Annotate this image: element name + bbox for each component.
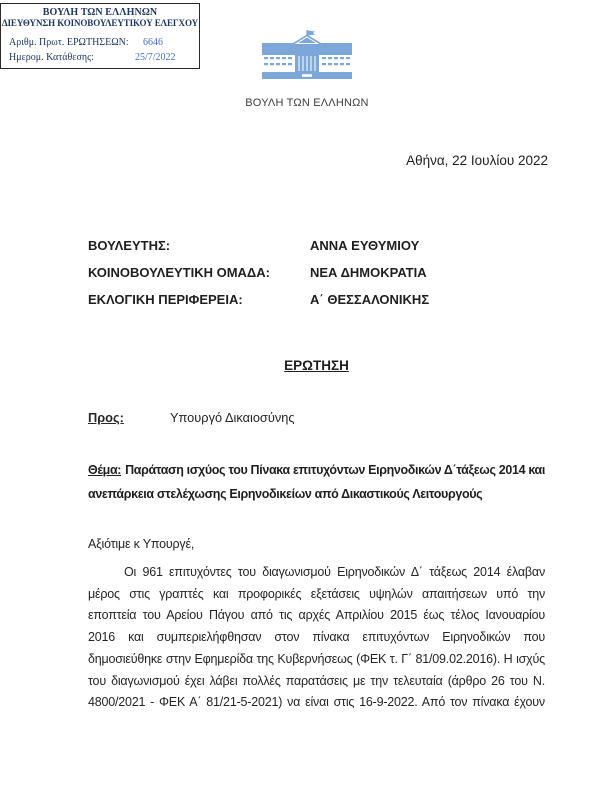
body-paragraph	[88, 562, 545, 714]
protocol-number-value: 6646	[143, 37, 163, 48]
deputy-label: ΒΟΥΛΕΥΤΗΣ:	[88, 238, 171, 253]
protocol-number-row	[1, 37, 199, 48]
filing-date-value: 25/7/2022	[135, 52, 176, 63]
protocol-box-subtitle: ΔΙΕΥΘΥΝΣΗ ΚΟΙΝΟΒΟΥΛΕΥΤΙΚΟΥ ΕΛΕΓΧΟΥ	[1, 18, 199, 28]
question-heading: ΕΡΩΤΗΣΗ	[284, 358, 349, 373]
body-line: μέρος στις γραπτές και προφορικές εξετάσεις υψηλών απαιτήσεων υπό την	[88, 586, 545, 601]
masthead-caption: ΒΟΥΛΗ ΤΩΝ ΕΛΛΗΝΩΝ	[245, 97, 369, 109]
filing-date-label: Ημερομ. Κατάθεσης:	[9, 52, 94, 63]
to-label: Προς:	[88, 410, 124, 425]
body-line: εποπτεία του Αρείου Πάγου από τις αρχές Απριλίου 2015 έως τέλος Ιανουαρίου	[88, 608, 545, 623]
subject-line-2: ανεπάρκεια στελέχωσης Ειρηνοδικείων από Δικαστικούς Λειτουργούς	[88, 486, 483, 501]
deputy-value: ΑΝΝΑ ΕΥΘΥΜΙΟΥ	[310, 238, 420, 253]
body-line: δημοσιεύθηκε στην Εφημερίδα της Κυβερνήσεως (ΦΕΚ τ. Γ΄ 81/09.02.2016). Η ισχύς	[88, 651, 545, 666]
parliament-logo	[262, 30, 352, 80]
salutation: Αξιότιμε κ Υπουργέ,	[88, 537, 195, 551]
protocol-number-label: Αριθμ. Πρωτ. ΕΡΩΤΗΣΕΩΝ:	[9, 37, 129, 48]
protocol-box	[0, 3, 200, 69]
parliament-building-icon	[262, 30, 352, 80]
constituency-value: Α΄ ΘΕΣΣΑΛΟΝΙΚΗΣ	[310, 292, 430, 307]
subject-line-1	[88, 459, 545, 483]
party-value: ΝΕΑ ΔΗΜΟΚΡΑΤΙΑ	[310, 265, 427, 280]
to-value: Υπουργό Δικαιοσύνης	[170, 410, 295, 425]
body-line: Οι 961 επιτυχόντες του διαγωνισμού Ειρηνοδικών Δ΄ τάξεως 2014 έλαβαν	[124, 565, 545, 579]
mp-row-deputy	[88, 238, 545, 253]
filing-date-row	[1, 52, 199, 63]
protocol-box-title: ΒΟΥΛΗ ΤΩΝ ΕΛΛΗΝΩΝ	[42, 7, 158, 18]
dateline: Αθήνα, 22 Ιουλίου 2022	[406, 153, 548, 168]
constituency-label: ΕΚΛΟΓΙΚΗ ΠΕΡΙΦΕΡΕΙΑ:	[88, 292, 243, 307]
mp-row-party	[88, 265, 545, 280]
subject-block	[88, 459, 545, 506]
subject-line-1-text: Παράταση ισχύος του Πίνακα επιτυχόντων Ειρηνοδικών Δ΄τάξεως 2014 και	[125, 463, 545, 477]
to-row	[88, 410, 545, 425]
body-line: 2016 και συμπεριελήφθησαν στον πίνακα επιτυχόντων Ειρηνοδικών που	[88, 630, 545, 645]
body-line: του διαγωνισμού έχει λάβει πολλές παρατάσεις με την τελευταία (άρθρο 26 του Ν.	[88, 673, 545, 688]
body-line: 4800/2021 - ΦΕΚ Α΄ 81/21-5-2021) να είναι στις 16-9-2022. Από τον πίνακα έχουν	[88, 695, 545, 710]
mp-row-constituency	[88, 292, 545, 307]
subject-label: Θέμα:	[88, 463, 122, 477]
party-label: ΚΟΙΝΟΒΟΥΛΕΥΤΙΚΗ ΟΜΑΔΑ:	[88, 265, 270, 280]
